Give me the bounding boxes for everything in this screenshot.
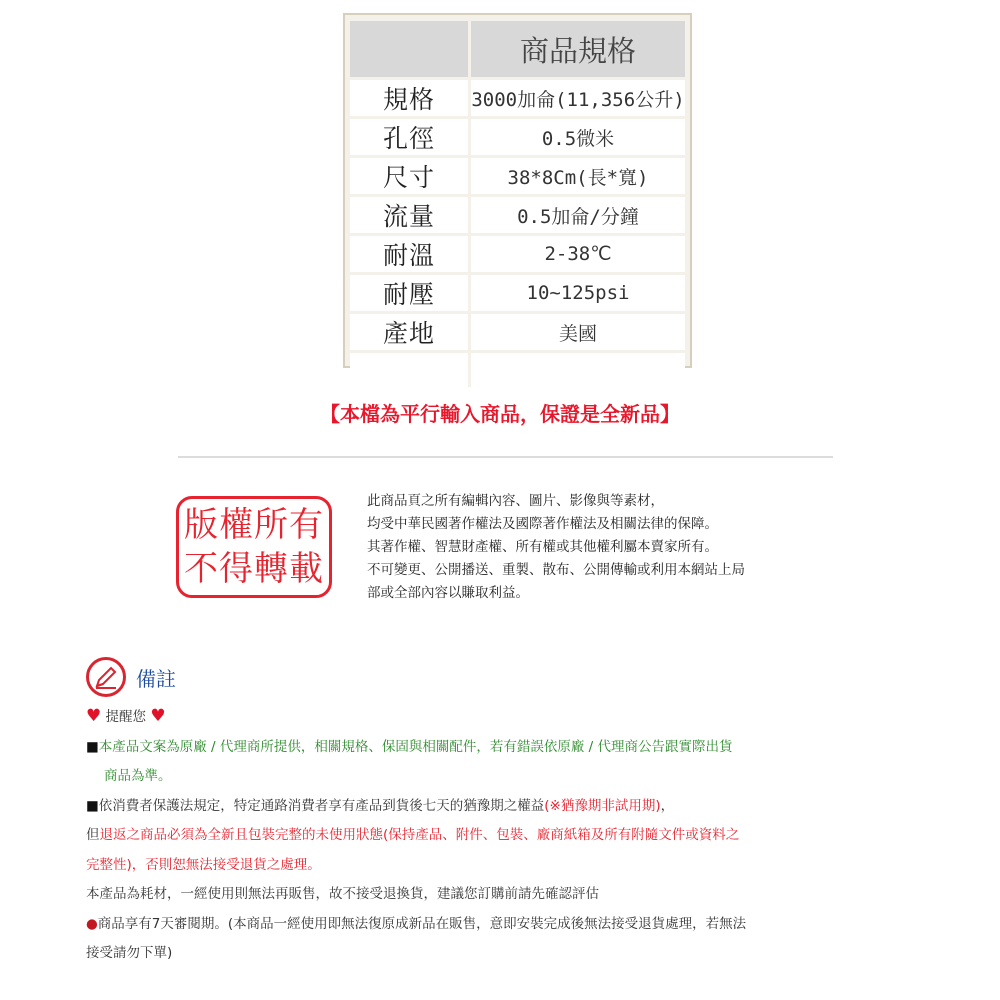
copyright-line: 其著作權、智慧財產權、所有權或其他權利屬本賣家所有。 bbox=[367, 539, 718, 555]
spec-row bbox=[350, 314, 685, 350]
copyright-text bbox=[367, 490, 867, 605]
spec-empty-row bbox=[350, 353, 685, 387]
spec-row bbox=[350, 158, 685, 194]
spec-row bbox=[350, 119, 685, 155]
spec-row bbox=[350, 197, 685, 233]
remarks-header bbox=[86, 657, 176, 697]
spec-label: 耐壓 bbox=[350, 275, 468, 311]
spec-value: 3000加侖(11,356公升) bbox=[468, 80, 685, 116]
spec-value: 0.5微米 bbox=[468, 119, 685, 155]
spec-table bbox=[350, 18, 685, 390]
pencil-icon bbox=[86, 657, 126, 697]
heart-icon: ♥ bbox=[150, 706, 166, 726]
heart-icon: ♥ bbox=[86, 706, 102, 726]
spec-label: 孔徑 bbox=[350, 119, 468, 155]
spec-label: 規格 bbox=[350, 80, 468, 116]
reminder-line bbox=[86, 702, 926, 733]
square-bullet-icon: ■ bbox=[86, 738, 99, 755]
stamp-line-2: 不得轉載 bbox=[184, 549, 324, 589]
copyright-line: 此商品頁之所有編輯內容、圖片、影像與等素材， bbox=[367, 493, 664, 509]
remark-item-2-cont2: 完整性)，否則恕無法接受退貨之處理。 bbox=[86, 856, 321, 873]
spec-label: 耐溫 bbox=[350, 236, 468, 272]
copyright-stamp bbox=[176, 496, 332, 598]
parallel-import-notice: 【本檔為平行輸入商品，保證是全新品】 bbox=[320, 402, 680, 426]
copyright-line: 不可變更、公開播送、重製、散布、公開傳輸或利用本網站上局 bbox=[367, 562, 745, 578]
remark-item-2: ■依消費者保護法規定，特定通路消費者享有產品到貨後七天的猶豫期之權益(※猶豫期非試用期)， bbox=[86, 797, 675, 814]
spec-title: 商品規格 bbox=[468, 21, 685, 77]
spec-label: 產地 bbox=[350, 314, 468, 350]
spec-value: 美國 bbox=[468, 314, 685, 350]
spec-row bbox=[350, 80, 685, 116]
spec-value: 2-38℃ bbox=[468, 236, 685, 272]
spec-label: 流量 bbox=[350, 197, 468, 233]
dot-bullet-icon: ● bbox=[86, 915, 98, 932]
remark-item-4-cont: 接受請勿下單) bbox=[86, 945, 173, 961]
copyright-line: 均受中華民國著作權法及國際著作權法及相關法律的保障。 bbox=[367, 516, 718, 532]
remarks-body bbox=[86, 702, 926, 969]
spec-table-box bbox=[343, 13, 692, 368]
spec-label: 尺寸 bbox=[350, 158, 468, 194]
spec-header-row bbox=[350, 21, 685, 77]
stamp-line-1: 版權所有 bbox=[184, 505, 324, 545]
spec-value: 0.5加侖/分鐘 bbox=[468, 197, 685, 233]
section-divider bbox=[178, 456, 833, 458]
spec-value: 10~125psi bbox=[468, 275, 685, 311]
spec-row bbox=[350, 236, 685, 272]
remarks-title: 備註 bbox=[136, 666, 176, 691]
spec-row bbox=[350, 275, 685, 311]
remark-item-4: ●商品享有7天審閱期。(本商品一經使用即無法復原成新品在販售，意即安裝完成後無法接受退貨處理，若無法 bbox=[86, 915, 747, 932]
spec-value: 38*8Cm(長*寬) bbox=[468, 158, 685, 194]
remark-item-1: ■本產品文案為原廠 / 代理商所提供，相關規格、保固與相關配件，若有錯誤依原廠 / 代理商公告跟實際出貨 bbox=[86, 738, 733, 755]
reminder-text: 提醒您 bbox=[105, 709, 147, 725]
square-bullet-icon: ■ bbox=[86, 797, 99, 814]
remark-item-1-cont: 商品為準。 bbox=[104, 768, 172, 784]
copyright-line: 部或全部內容以賺取利益。 bbox=[367, 585, 529, 601]
remark-item-3: 本產品為耗材，一經使用則無法再販售，故不接受退換貨，建議您訂購前請先確認評估 bbox=[86, 886, 599, 902]
remark-item-2-cont: 但退返之商品必須為全新且包裝完整的未使用狀態(保持產品、附件、包裝、廠商紙箱及所有附隨文件或資料之 bbox=[86, 827, 740, 843]
